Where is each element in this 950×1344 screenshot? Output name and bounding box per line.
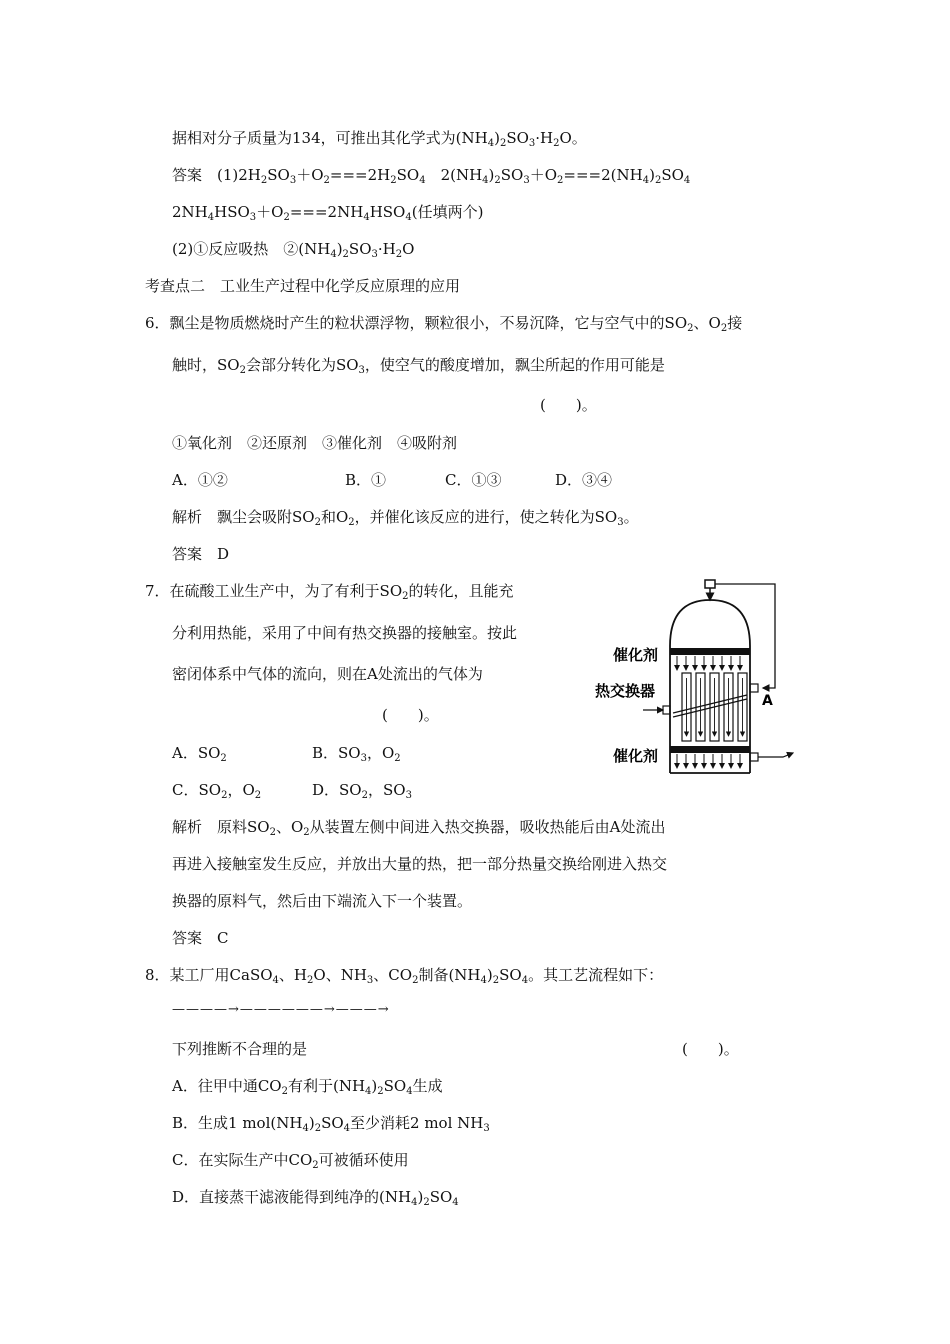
option-c: C．$SO_2$，$O_2$ <box>172 781 262 801</box>
option-d: D．$SO_2$，$SO_3$ <box>312 781 412 801</box>
outlet-arrow <box>758 753 793 757</box>
answer: 答案 D <box>172 545 230 563</box>
option-b: B．① <box>345 471 387 489</box>
outlet-port <box>750 753 758 761</box>
answer-line: (2)①反应吸热 $②(NH_4)_2SO_3\cdot H_2O$ <box>172 240 415 260</box>
section-heading: 考查点二 工业生产过程中化学反应原理的应用 <box>145 277 461 295</box>
label-catalyst-top: 催化剂 <box>613 646 659 664</box>
option-a: A．往甲中通$CO_2$有利于$(NH_4)_2SO_4$生成 <box>172 1077 443 1097</box>
label-heat-exchanger: 热交换器 <box>595 682 656 700</box>
question-7-stem: 7．在硫酸工业生产中，为了有利于$SO_2$的转化，且能充 <box>145 582 514 602</box>
option-a: A．①② <box>172 471 228 489</box>
question-7-stem: 密闭体系中气体的流向，则在A处流出的气体为 <box>172 665 483 683</box>
option-c: C．①③ <box>445 471 502 489</box>
label-catalyst-bottom: 催化剂 <box>613 747 659 765</box>
option-a: A．$SO_2$ <box>172 744 227 764</box>
top-outlet <box>705 580 715 588</box>
heat-exchanger-tubes <box>673 673 747 741</box>
option-b: B．$SO_3$，$O_2$ <box>312 744 401 764</box>
question-8-stem: 8．某工厂用CaSO$_4$、$H_2O$、$NH_3$、$CO_2$制备$(NH_4)_2SO_4$。其工艺流程如下： <box>145 966 664 986</box>
question-6-stem: 触时，$SO_2$会部分转化为$SO_3$，使空气的酸度增加，飘尘所起的作用可能是 <box>172 356 665 376</box>
answer-bracket: ( )。 <box>682 1040 739 1058</box>
port-a <box>750 684 758 692</box>
chamber-dome <box>670 600 750 646</box>
option-d: D．③④ <box>555 471 613 489</box>
explanation: 解析 原料$SO_2$、$O_2$从装置左侧中间进入热交换器，吸收热能后由A处流出 <box>172 818 666 838</box>
explanation: 再进入接触室发生反应，并放出大量的热，把一部分热量交换给刚进入热交 <box>172 855 668 873</box>
answer-line: 答案 $(1)2H_2SO_3+O_2===2H_2SO_4$ $2(NH_4)_2SO_3+O_2===2(NH_4)_2SO_4$ <box>172 166 691 186</box>
inlet-port <box>663 706 670 714</box>
question-6-choices: ①氧化剂 ②还原剂 ③催化剂 ④吸附剂 <box>172 434 458 452</box>
option-b: B．生成1 $mol(NH_4)_2SO_4$至少消耗2 mol $NH_3$ <box>172 1114 490 1134</box>
question-7-stem: 分利用热能，采用了中间有热交换器的接触室。按此 <box>172 624 518 642</box>
text-line: 据相对分子质量为134，可推出其化学式为$(NH_4)_2SO_3\cdot H_2O$。 <box>172 129 587 149</box>
process-flow-arrows: ————→——————→———→ <box>172 1002 390 1017</box>
explanation: 换器的原料气，然后由下端流入下一个装置。 <box>172 892 473 910</box>
label-a: A <box>762 693 773 709</box>
question-8-prompt: 下列推断不合理的是 <box>172 1040 308 1058</box>
answer-line: $2NH_4HSO_3+O_2===2NH_4HSO_4$(任填两个) <box>172 203 484 223</box>
answer-bracket: ( )。 <box>382 706 439 724</box>
catalyst-layer-bottom <box>670 746 750 753</box>
explanation: 解析 飘尘会吸附$SO_2$和$O_2$，并催化该反应的进行，使之转化为$SO_3$。 <box>172 508 639 528</box>
option-d: D．直接蒸干滤液能得到纯净的$(NH_4)_2SO_4$ <box>172 1188 459 1208</box>
contact-chamber-diagram <box>585 578 805 783</box>
answer-bracket: ( )。 <box>540 396 597 414</box>
question-6-stem: 6．飘尘是物质燃烧时产生的粒状漂浮物，颗粒很小，不易沉降，它与空气中的$SO_2$、$O_2$接 <box>145 314 743 334</box>
option-c: C．在实际生产中$CO_2$可被循环使用 <box>172 1151 409 1171</box>
answer: 答案 C <box>172 929 229 947</box>
catalyst-layer-top <box>670 648 750 655</box>
